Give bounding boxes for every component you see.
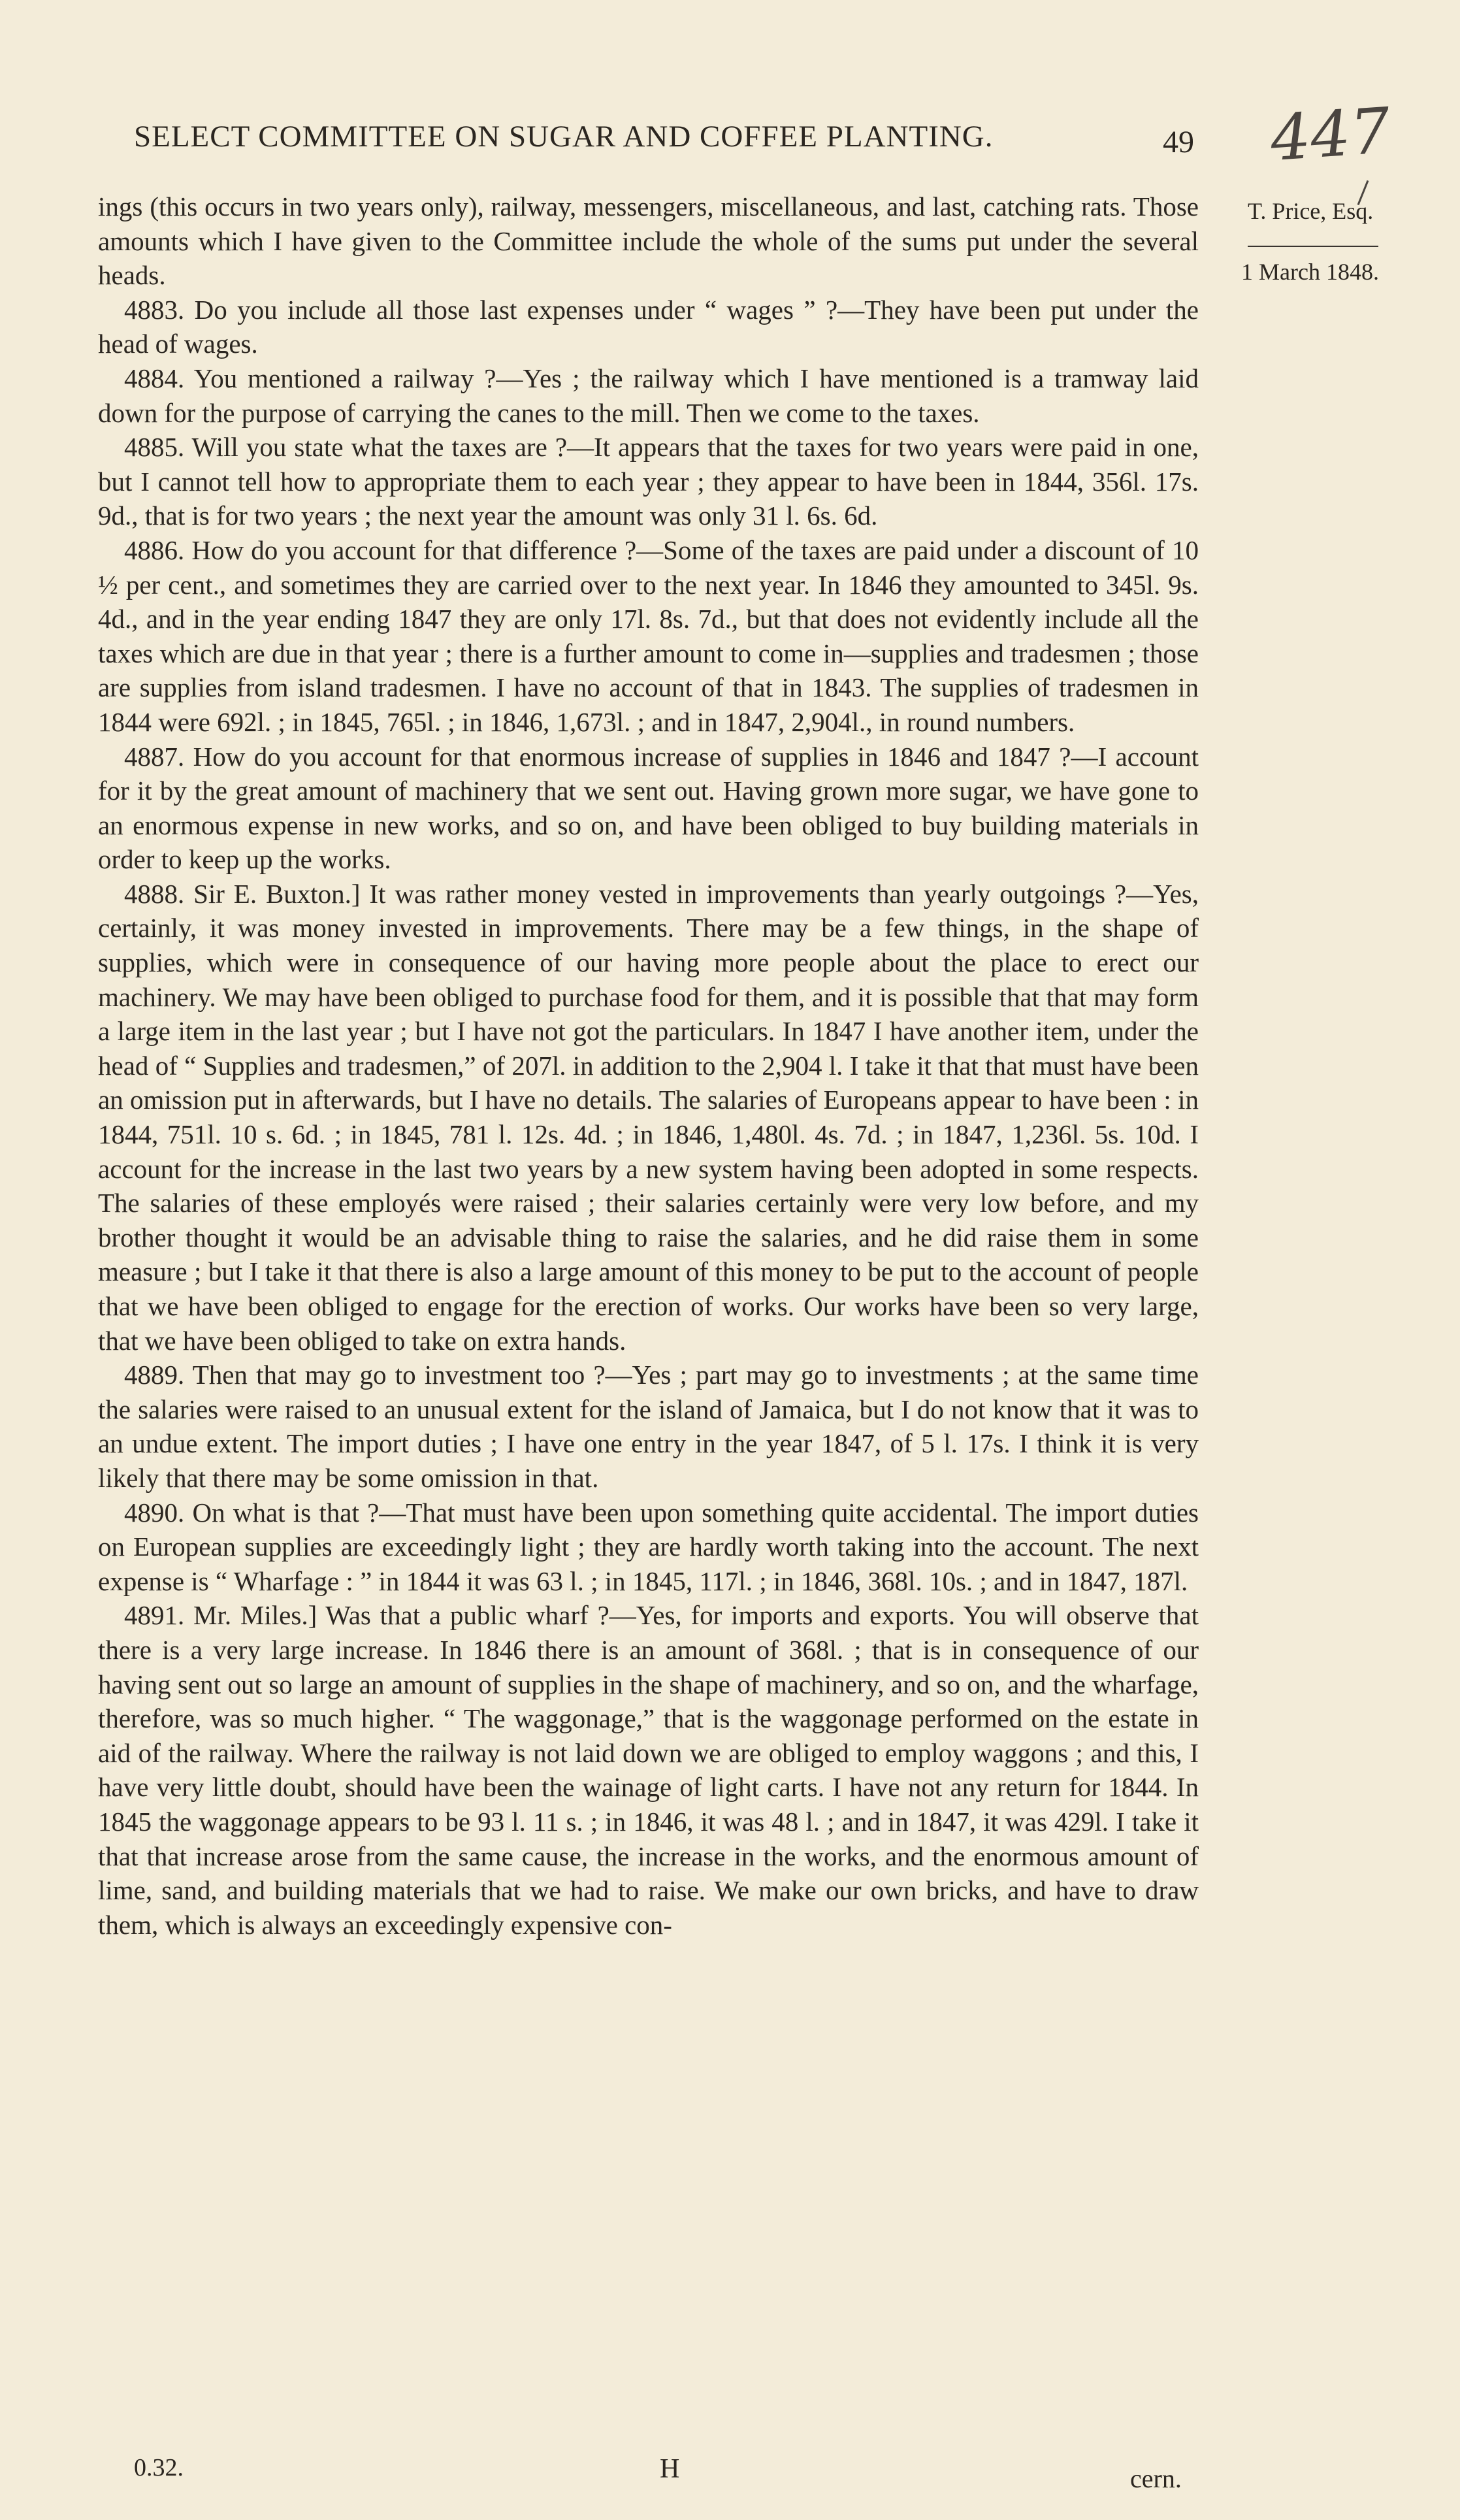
paragraph-question-4883: 4883. Do you include all those last expenses under “ wages ” ?—They have been put under the head of wages. [98, 294, 1199, 359]
paragraph-question-4890: 4890. On what is that ?—That must have been upon something quite accidental. The import duties on European supplies are exceedingly light ; they are hardly worth taking into the account. The next expense is “ Wharfage : ” in 1844 it was 63 l. ; in 1845, 117l. ; in 1846, 368l. 10s. ; and in 1847, 187l. [98, 1497, 1199, 1596]
paragraph-question-4887: 4887. How do you account for that enormous increase of supplies in 1846 and 1847 ?—I account for it by the great amount of machinery that we sent out. Having grown more sugar, we have gone to an enormous expense in new works, and so on, and have been obliged to buy building materials in order to keep up the works. [98, 741, 1199, 875]
signature-mark: H [660, 2454, 680, 2484]
paragraph-question-4889: 4889. Then that may go to investment too ?—Yes ; part may go to investments ; at the same time the salaries were raised to an unusual extent for the island of Jamaica, but I do not know that it was to an undue extent. The import duties ; I have one entry in the year 1847, of 5 l. 17s. I think it is very likely that there may be some omission in that. [98, 1360, 1199, 1493]
page-number: 49 [1163, 125, 1194, 159]
paragraph-continuation: ings (this occurs in two years only), railway, messengers, miscellaneous, and last, catching rats. Those amounts which I have given to the Committee include the whole of the sums put under the several heads. [98, 191, 1199, 291]
margin-rule [1248, 246, 1378, 247]
body-text [98, 189, 1199, 1942]
catchword: cern. [1130, 2464, 1182, 2493]
margin-witness-name: T. Price, Esq. [1248, 198, 1374, 224]
paragraph-question-4886: 4886. How do you account for that difference ?—Some of the taxes are paid under a discount of 10 ½ per cent., and sometimes they are carried over to the next year. In 1846 they amounted to 345l. 9s. 4d., and in the year ending 1847 they are only 17l. 8s. 7d., but that does not evidently include all the taxes which are due in that year ; there is a further amount to come in—supplies and tradesmen ; those are supplies from island tradesmen. I have no account of that in 1843. The supplies of tradesmen in 1844 were 692l. ; in 1845, 765l. ; in 1846, 1,673l. ; and in 1847, 2,904l., in round numbers. [98, 534, 1199, 737]
paragraph-question-4885: 4885. Will you state what the taxes are ?—It appears that the taxes for two years were paid in one, but I cannot tell how to appropriate them to each year ; they appear to have been in 1844, 356l. 17s. 9d., that is for two years ; the next year the amount was only 31 l. 6s. 6d. [98, 432, 1199, 531]
running-head: SELECT COMMITTEE ON SUGAR AND COFFEE PLANTING. [134, 120, 994, 154]
footer-reference: 0.32. [134, 2454, 184, 2481]
handwritten-folio-number: 447 [1268, 93, 1393, 176]
paragraph-question-4891: 4891. Mr. Miles.] Was that a public wharf ?—Yes, for imports and exports. You will observe that there is a very large increase. In 1846 there is an amount of 368l. ; that is in consequence of our having sent out so large an amount of supplies in the shape of machinery, and so on, and the wharfage, therefore, was so much higher. “ The waggonage,” that is the waggonage performed on the estate in aid of the railway. Where the railway is not laid down we are obliged to employ waggons ; and this, I have very little doubt, should have been the wainage of light carts. I have not any return for 1844. In 1845 the waggonage appears to be 93 l. 11 s. ; in 1846, it was 48 l. ; and in 1847, it was 429l. I take it that that increase arose from the same cause, the increase in the works, and the enormous amount of lime, sand, and building materials that we had to raise. We make our own bricks, and have to draw them, which is always an exceedingly expensive con- [98, 1600, 1199, 1940]
paragraph-question-4884: 4884. You mentioned a railway ?—Yes ; the railway which I have mentioned is a tramway laid down for the purpose of carrying the canes to the mill. Then we come to the taxes. [98, 363, 1199, 428]
paragraph-question-4888: 4888. Sir E. Buxton.] It was rather money vested in improvements than yearly outgoings ?—Yes, certainly, it was money invested in improvements. There may be a few things, in the shape of supplies, which were in consequence of our having more people about the place to erect our machinery. We may have been obliged to purchase food for them, and it is possible that that may form a large item in the last year ; but I have not got the particulars. In 1847 I have another item, under the head of “ Supplies and tradesmen,” of 207l. in addition to the 2,904 l. I take it that that must have been an omission put in afterwards, but I have no details. The salaries of Europeans appear to have been : in 1844, 751l. 10 s. 6d. ; in 1845, 781 l. 12s. 4d. ; in 1846, 1,480l. 4s. 7d. ; in 1847, 1,236l. 5s. 10d. I account for the increase in the last two years by a new system having been adopted in some respects. The salaries of these employés were raised ; their salaries certainly were very low before, and my brother thought it would be an advisable thing to raise the salaries, and he did raise them in some measure ; but I take it that there is also a large amount of this money to be put to the account of people that we have been obliged to engage for the erection of works. Our works have been so very large, that we have been obliged to take on extra hands. [98, 878, 1199, 1356]
margin-date: 1 March 1848. [1241, 259, 1379, 285]
